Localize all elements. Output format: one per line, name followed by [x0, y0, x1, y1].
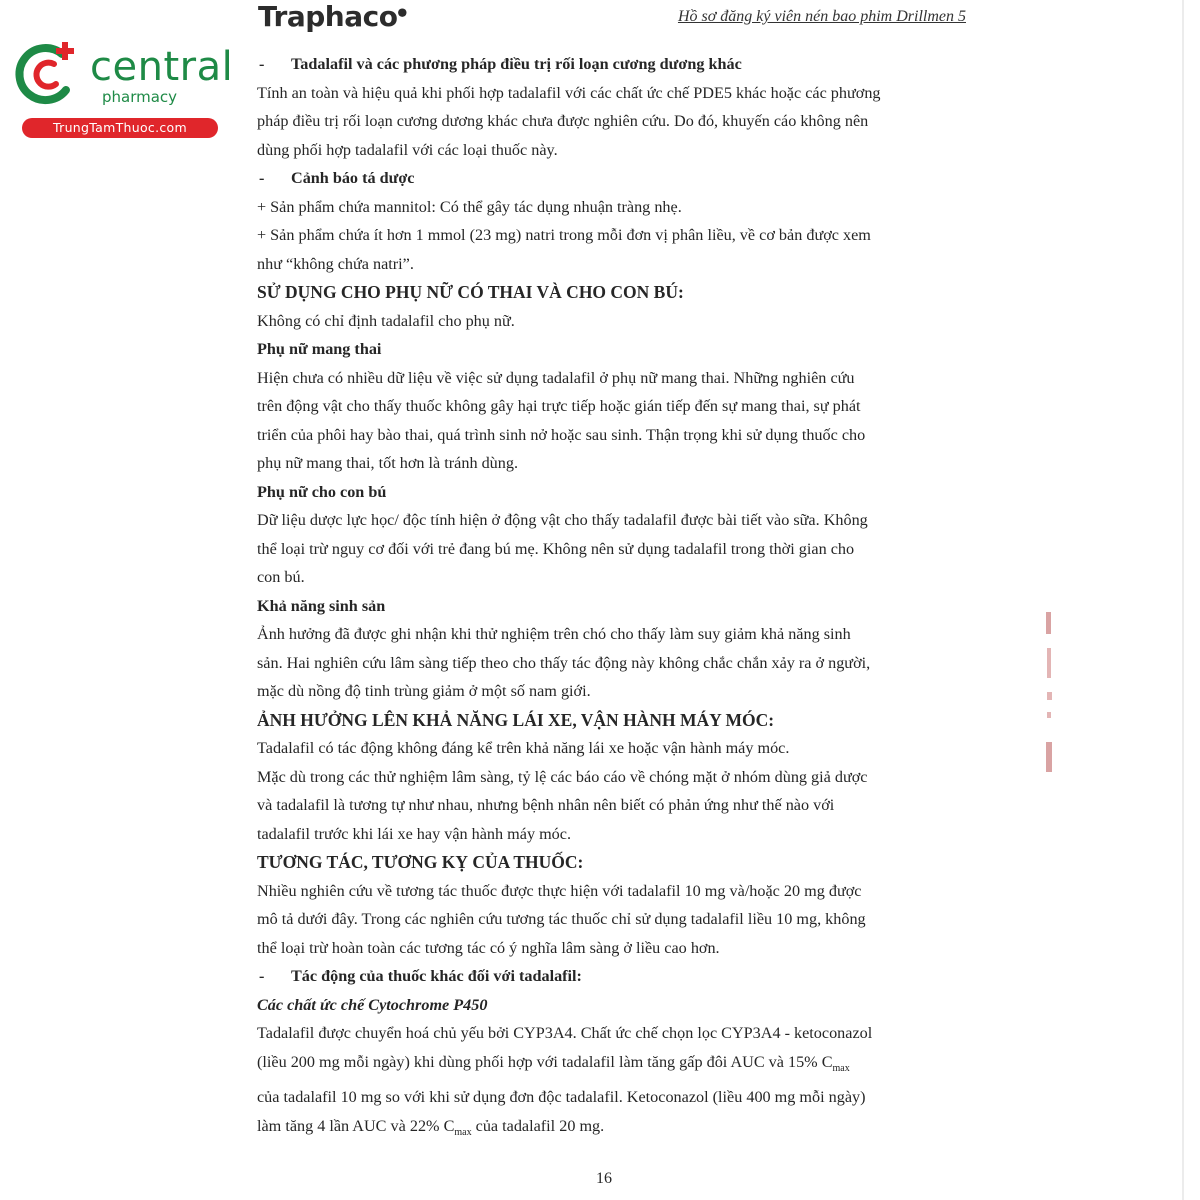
subheading: Khả năng sinh sản	[257, 596, 386, 615]
page-edge	[1182, 0, 1184, 1200]
line-text: làm tăng 4 lần AUC và 22% C	[257, 1116, 455, 1135]
subsection-heading	[257, 164, 967, 193]
heading-text: Tác động của thuốc khác đối với tadalafil:	[291, 967, 582, 985]
text-line: pháp điều trị rối loạn cương dương khác chưa được nghiên cứu. Do đó, khuyến cáo không nên	[257, 112, 869, 130]
dash-bullet: -	[259, 55, 265, 73]
central-pharmacy-logo	[10, 38, 234, 138]
text-line: mô tả dưới đây. Trong các nghiên cứu tương tác thuốc chỉ sử dụng tadalafil liều 10 mg, không	[257, 910, 866, 928]
text-line: dùng phối hợp tadalafil với các loại thuốc này.	[257, 140, 558, 159]
text-line: Ảnh hưởng đã được ghi nhận khi thử nghiệm trên chó cho thấy làm suy giảm khả năng sinh	[257, 625, 851, 643]
text-line: Nhiều nghiên cứu về tương tác thuốc được thực hiện với tadalafil 10 mg và/hoặc 20 mg được	[257, 881, 862, 900]
dash-bullet: -	[259, 967, 265, 985]
text-line: Không có chỉ định tadalafil cho phụ nữ.	[257, 311, 515, 330]
text-line: tadalafil trước khi lái xe hay vận hành máy móc.	[257, 824, 571, 843]
page-margin-left	[0, 0, 232, 1200]
text-line: + Sản phẩm chứa mannitol: Có thể gây tác dụng nhuận tràng nhẹ.	[257, 197, 682, 216]
text-line: phụ nữ mang thai, tốt hơn là tránh dùng.	[257, 454, 519, 472]
document-body	[257, 50, 967, 1147]
page-number: 16	[596, 1170, 612, 1187]
text-line: mặc dù nồng độ tinh trùng giảm ở một số nam giới.	[257, 682, 591, 700]
subsection-heading	[257, 50, 967, 79]
section-heading: SỬ DỤNG CHO PHỤ NỮ CÓ THAI VÀ CHO CON BÚ:	[257, 282, 684, 302]
section-heading: TƯƠNG TÁC, TƯƠNG KỴ CỦA THUỐC:	[257, 852, 584, 872]
logo-wordmark: central	[90, 44, 234, 90]
text-line	[257, 1048, 967, 1084]
text-line: của tadalafil 10 mg so với khi sử dụng đơn độc tadalafil. Ketoconazol (liều 400 mg mỗi ngày)	[257, 1088, 866, 1107]
heading-text: Cảnh báo tá dược	[291, 169, 415, 187]
text-line: Dữ liệu dược lực học/ độc tính hiện ở động vật cho thấy tadalafil được bài tiết vào sữa. Không	[257, 511, 868, 529]
subscript: max	[832, 1062, 850, 1074]
subheading: Phụ nữ cho con bú	[257, 482, 387, 501]
line-text-tail: của tadalafil 20 mg.	[471, 1116, 605, 1135]
pharmacy-cross-icon	[10, 38, 82, 110]
text-line	[257, 1112, 967, 1148]
document-title: Hồ sơ đăng ký viên nén bao phim Drillmen 5	[677, 8, 966, 25]
text-line: Mặc dù trong các thử nghiệm lâm sàng, tỷ lệ các báo cáo về chóng mặt ở nhóm dùng giả dược	[257, 767, 868, 786]
traphaco-brand	[258, 0, 407, 33]
text-line: con bú.	[257, 568, 305, 586]
subscript: max	[454, 1126, 472, 1138]
line-text: (liều 200 mg mỗi ngày) khi dùng phối hợp với tadalafil làm tăng gấp đôi AUC và 15% C	[257, 1052, 833, 1071]
dash-bullet: -	[259, 169, 265, 187]
italic-subheading: Các chất ức chế Cytochrome P450	[257, 995, 488, 1014]
text-line: sản. Hai nghiên cứu lâm sàng tiếp theo cho thấy tác động này không chắc chắn xảy ra ở người,	[257, 653, 871, 672]
text-line: triển của phôi hay bào thai, quá trình sinh nở hoặc sau sinh. Thận trọng khi sử dụng thuốc cho	[257, 425, 866, 444]
logo-subtitle: pharmacy	[102, 88, 178, 106]
text-line: thể loại trừ hoàn toàn các tương tác có ý nghĩa lâm sàng ở liều cao hơn.	[257, 938, 720, 957]
brand-text: Traphaco	[258, 0, 398, 33]
text-line: Tadalafil được chuyển hoá chủ yếu bởi CYP3A4. Chất ức chế chọn lọc CYP3A4 - ketoconazol	[257, 1024, 873, 1042]
subsection-heading	[257, 962, 967, 991]
text-line: Tadalafil có tác động không đáng kể trên khả năng lái xe hoặc vận hành máy móc.	[257, 739, 790, 757]
section-heading: ẢNH HƯỞNG LÊN KHẢ NĂNG LÁI XE, VẬN HÀNH MÁY MÓC:	[257, 709, 775, 730]
heading-text: Tadalafil và các phương pháp điều trị rối loạn cương dương khác	[291, 55, 742, 73]
text-line: + Sản phẩm chứa ít hơn 1 mmol (23 mg) natri trong mỗi đơn vị phân liều, về cơ bản được xem	[257, 226, 871, 244]
text-line: Tính an toàn và hiệu quả khi phối hợp tadalafil với các chất ức chế PDE5 khác hoặc các phương	[257, 83, 881, 102]
text-line: Hiện chưa có nhiều dữ liệu về việc sử dụng tadalafil ở phụ nữ mang thai. Những nghiên cứu	[257, 368, 855, 387]
text-line: thể loại trừ nguy cơ đối với trẻ đang bú mẹ. Không nên sử dụng tadalafil trong thời gian cho	[257, 539, 855, 558]
text-line: và tadalafil là tương tự như nhau, nhưng bệnh nhân nên biết có phản ứng như thế nào với	[257, 796, 835, 814]
text-line: trên động vật cho thấy thuốc không gây hại trực tiếp hoặc gián tiếp đến sự mang thai, sự phát	[257, 397, 861, 415]
logo-banner: TrungTamThuoc.com	[22, 118, 218, 138]
margin-stamp	[1043, 612, 1059, 792]
brand-mark-icon: ●	[397, 5, 407, 19]
subheading: Phụ nữ mang thai	[257, 340, 382, 358]
text-line: như “không chứa natri”.	[257, 254, 414, 273]
